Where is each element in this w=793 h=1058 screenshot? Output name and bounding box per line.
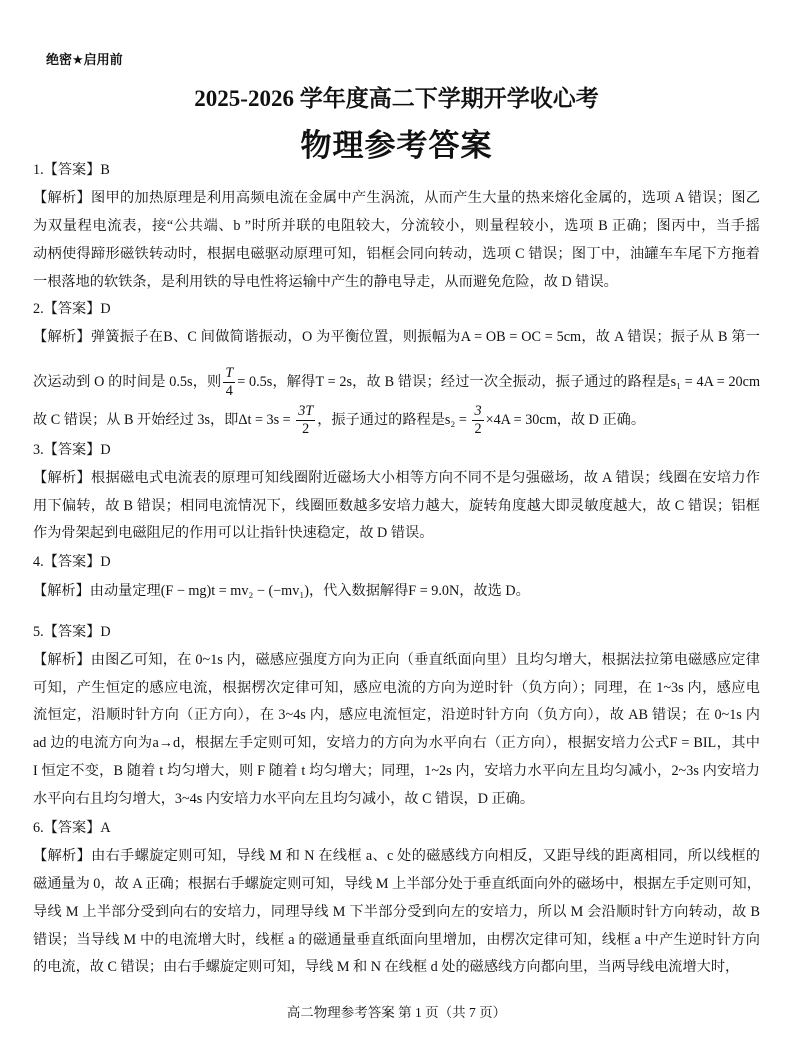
text-segment: 次运动到 O 的时间是 0.5s，则 [33, 373, 222, 390]
analysis-line: 为双量程电流表，接“公共端、b ”时所并联的电阻较大，分流较小，则量程较小，选项 B 正确；图丙中，当手摇 [33, 218, 760, 234]
fraction-denominator: 2 [302, 421, 310, 437]
analysis-line: 【解析】根据磁电式电流表的原理可知线圈附近磁场大小相等方向不同不是匀强磁场，故 A 错误；线圈在安培力作 [33, 470, 760, 486]
text-segment: ，振子通过的路程是s₂ = [317, 411, 471, 428]
analysis-line: 动柄使得蹄形磁铁转动时，根据电磁驱动原理可知，铝框会同向转动，选项 C 错误；图丁中，油罐车车尾下方拖着 [33, 246, 760, 262]
analysis-line [33, 365, 760, 399]
analysis-line: 【解析】由动量定理(F − mg)t = mv₂ − (−mv₁)，代入数据解得F = 9.0N，故选 D。 [33, 583, 530, 599]
fraction-numerator: 3 [474, 403, 482, 419]
analysis-line: 用下偏转，故 B 错误；相同电流情况下，线圈匝数越多安培力越大，旋转角度越大即灵敏度越大，故 C 错误；铝框 [33, 498, 760, 514]
analysis-line: 一根落地的软铁条，是利用铁的导电性将运输中产生的静电导走，从而避免危险，故 D 错误。 [33, 274, 618, 290]
analysis-line: 水平向右且均匀增大，3~4s 内安培力水平向左且均匀减小，故 C 错误，D 正确。 [33, 791, 535, 807]
analysis-line: 流恒定，沿顺时针方向（正方向），在 3~4s 内，感应电流恒定，沿逆时针方向（负方向），故 AB 错误；在 0~1s 内 [33, 707, 760, 723]
analysis-line: ad 边的电流方向为a→d，根据左手定则可知，安培力的方向为水平向右（正方向），根据安培力公式F = BIL，其中 [33, 735, 760, 751]
analysis-line: 作为骨架起到电磁阻尼的作用可以让指针快速稳定，故 D 错误。 [33, 525, 434, 541]
analysis-line: I 恒定不变，B 随着 t 均匀增大，则 F 随着 t 均匀增大；同理，1~2s 内，安培力水平向左且均匀减小，2~3s 内安培力 [33, 763, 760, 779]
confidential-label: 绝密★启用前 [46, 53, 123, 68]
answer-label: 1.【答案】B [33, 162, 110, 178]
analysis-line: 【解析】弹簧振子在B、C 间做简谐振动，O 为平衡位置，则振幅为A = OB = OC = 5cm，故 A 错误；振子从 B 第一 [33, 329, 760, 345]
analysis-line: 【解析】由图乙可知，在 0~1s 内，磁感应强度方向为正向（垂直纸面向里）且均匀增大，根据法拉第电磁感应定律 [33, 652, 760, 668]
fraction-numerator: T [225, 365, 234, 381]
answer-label: 6.【答案】A [33, 820, 111, 836]
answer-label: 5.【答案】D [33, 624, 111, 640]
fraction-denominator: 4 [225, 383, 233, 399]
fraction-numerator: 3T [298, 403, 314, 419]
fraction [472, 403, 483, 438]
analysis-line [33, 403, 760, 437]
text-segment: 故 C 错误；从 B 开始经过 3s，即Δt = 3s = [33, 411, 295, 428]
text-segment: ×4A = 30cm，故 D 正确。 [485, 411, 646, 428]
fraction-denominator: 2 [474, 421, 482, 437]
analysis-line: 的电流，故 C 错误；由右手螺旋定则可知，导线 M 和 N 在线框 d 处的磁感线方向都向里，当两导线电流增大时， [33, 959, 740, 975]
exam-title: 2025-2026 学年度高二下学期开学收心考 [194, 86, 599, 111]
answer-label: 2.【答案】D [33, 301, 111, 317]
answer-label: 4.【答案】D [33, 554, 111, 570]
analysis-line: 【解析】由右手螺旋定则可知，导线 M 和 N 在线框 a、c 处的磁感线方向相反，又距导线的距离相同，所以线框的 [33, 848, 760, 864]
fraction [296, 403, 315, 438]
analysis-line: 磁通量为 0，故 A 正确；根据右手螺旋定则可知，导线 M 上半部分处于垂直纸面向外的磁场中，根据左手定则可知， [33, 876, 761, 892]
analysis-line: 错误；当导线 M 中的电流增大时，线框 a 的磁通量垂直纸面向里增加，由楞次定律可知，线框 a 中产生逆时针方向 [33, 932, 760, 948]
page-footer: 高二物理参考答案 第 1 页（共 7 页） [286, 1005, 507, 1020]
analysis-line: 【解析】图甲的加热原理是利用高频电流在金属中产生涡流，从而产生大量的热来熔化金属的，选项 A 错误；图乙 [33, 190, 760, 206]
analysis-line: 可知，产生恒定的感应电流，根据楞次定律可知，感应电流的方向为逆时针（负方向）；同理，在 1~3s 内，感应电 [33, 680, 760, 696]
analysis-line: 导线 M 上半部分受到向右的安培力，同理导线 M 下半部分受到向左的安培力，所以 M 会沿顺时针方向转动，故 B [33, 904, 760, 920]
fraction [223, 365, 235, 400]
document-title: 物理参考答案 [300, 128, 493, 163]
answer-label: 3.【答案】D [33, 442, 111, 458]
text-segment: = 0.5s，解得T = 2s，故 B 错误；经过一次全振动，振子通过的路程是s₁ = 4A = 20cm [237, 373, 760, 390]
